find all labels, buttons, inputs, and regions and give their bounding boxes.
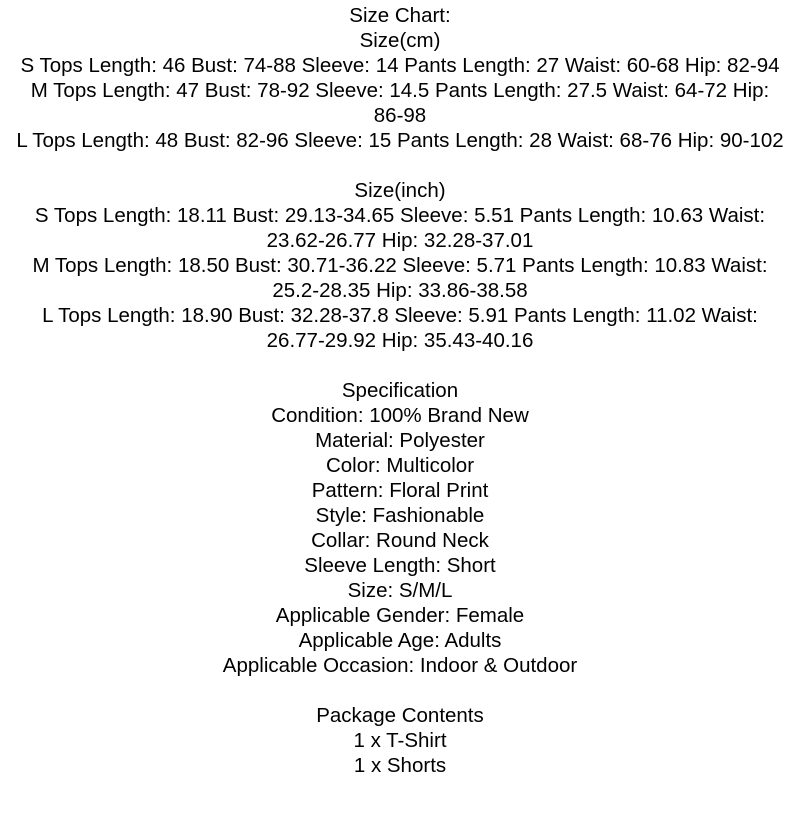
size-cm-row-l: L Tops Length: 48 Bust: 82-96 Sleeve: 15 Pants Length: 28 Waist: 68-76 Hip: 90-102 (16, 129, 784, 152)
spec-item-gender: Applicable Gender: Female (275, 604, 525, 627)
size-chart-section (0, 3, 800, 353)
package-contents-section (0, 703, 800, 778)
spec-item-collar: Collar: Round Neck (311, 529, 489, 552)
size-inch-row-m: M Tops Length: 18.50 Bust: 30.71-36.22 Sleeve: 5.71 Pants Length: 10.83 Waist: 25.2-28.35 Hip: 33.86-38.58 (32, 254, 768, 302)
spec-item-age: Applicable Age: Adults (298, 629, 502, 652)
size-inch-row-s: S Tops Length: 18.11 Bust: 29.13-34.65 Sleeve: 5.51 Pants Length: 10.63 Waist: 23.62-26.77 Hip: 32.28-37.01 (34, 204, 766, 252)
size-cm-row-s: S Tops Length: 46 Bust: 74-88 Sleeve: 14 Pants Length: 27 Waist: 60-68 Hip: 82-94 (20, 54, 780, 77)
spec-item-pattern: Pattern: Floral Print (311, 479, 489, 502)
spec-item-color: Color: Multicolor (325, 454, 475, 477)
spec-item-style: Style: Fashionable (315, 504, 485, 527)
package-item-tshirt: 1 x T-Shirt (353, 729, 447, 752)
spec-item-sleeve-length: Sleeve Length: Short (304, 554, 496, 577)
size-cm-heading: Size(cm) (359, 29, 441, 52)
blank-line (0, 153, 800, 178)
specification-heading: Specification (341, 379, 459, 402)
size-chart-title: Size Chart: (349, 4, 451, 27)
spec-item-size: Size: S/M/L (347, 579, 453, 602)
spec-item-occasion: Applicable Occasion: Indoor & Outdoor (222, 654, 578, 677)
blank-line (0, 353, 800, 378)
size-inch-heading: Size(inch) (354, 179, 446, 202)
package-contents-heading: Package Contents (316, 704, 484, 727)
size-inch-row-l: L Tops Length: 18.90 Bust: 32.28-37.8 Sleeve: 5.91 Pants Length: 11.02 Waist: 26.77-29.92 Hip: 35.43-40.16 (42, 304, 758, 352)
spec-item-material: Material: Polyester (315, 429, 485, 452)
spec-item-condition: Condition: 100% Brand New (271, 404, 529, 427)
blank-line (0, 678, 800, 703)
specification-section (0, 378, 800, 678)
size-cm-row-m: M Tops Length: 47 Bust: 78-92 Sleeve: 14.5 Pants Length: 27.5 Waist: 64-72 Hip: 86-98 (30, 79, 770, 127)
package-item-shorts: 1 x Shorts (353, 754, 447, 777)
